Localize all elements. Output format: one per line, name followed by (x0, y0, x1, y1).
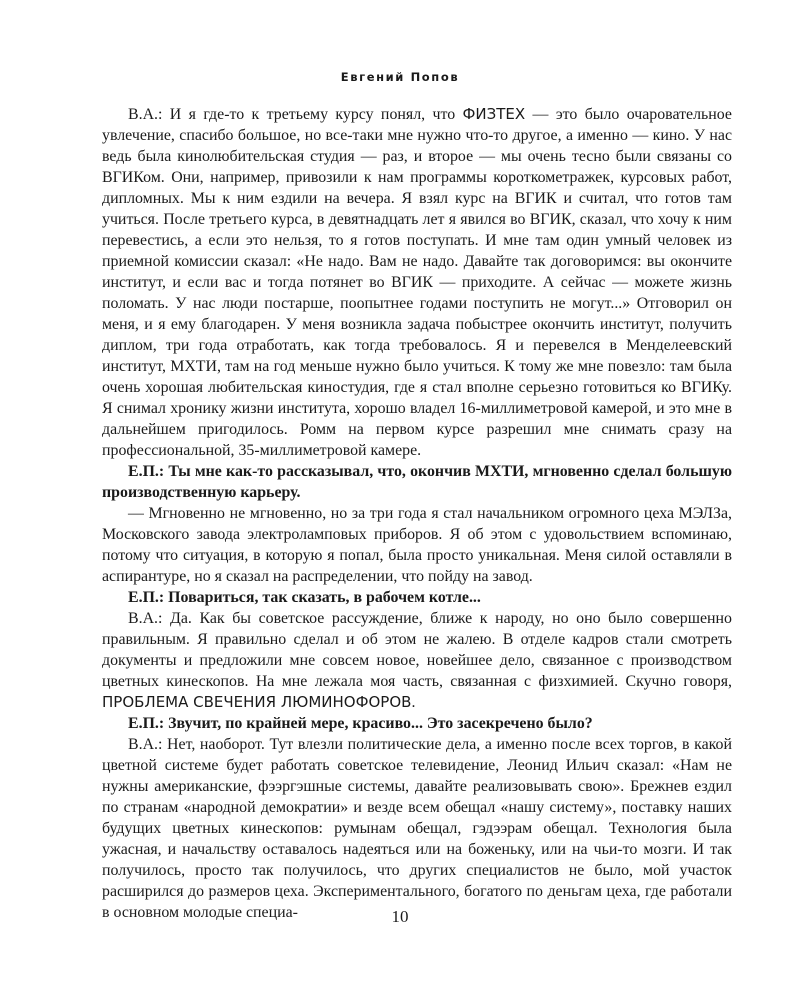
paragraph-answer (102, 104, 732, 461)
emphasized-term: ПРОБЛЕМА СВЕЧЕНИЯ ЛЮМИНОФОРОВ (102, 693, 412, 711)
paragraph-text: — это было очаровательное увлечение, спасибо большое, но все-таки мне нужно что-то другое, а именно — кино. У нас ведь была кинолюбительская студия — раз, и второе — мы очень тесно были связаны со ВГИКом. Они, например, привозили к нам программы короткометражек, курсовых работ, дипломных. Мы к ним ездили на вечера. Я взял курс на ВГИК и считал, что готов там учиться. После третьего курса, в девятнадцать лет я явился во ВГИК, сказал, что хочу к ним перевестись, а если это нельзя, то я готов поступать. И мне там один умный человек из приемной комиссии сказал: «Не надо. Вам не надо. Давайте так договоримся: вы окончите институт, и если вас и тогда потянет во ВГИК — приходите. А сейчас — можете жизнь поломать. У нас люди постарше, поопытнее годами поступить не могут...» Отговорил он меня, и я ему благодарен. У меня возникла задача побыстрее окончить институт, получить диплом, три года отработать, как тогда требовалось. Я и перевелся в Менделеевский институт, МХТИ, там на год меньше нужно было учиться. К тому же мне повезло: там была очень хорошая любительская киностудия, где я стал вполне серьезно готовиться ко ВГИКу. Я снимал хронику жизни института, хорошо владел 16-миллиметровой камерой, и это мне в дальнейшем пригодилось. Ромм на первом курсе разрешил мне снимать сразу на профессиональной, 35-миллиметровой камере. (102, 106, 732, 459)
paragraph-question: Е.П.: Ты мне как-то рассказывал, что, окончив МХТИ, мгновенно сделал большую производственную карьеру. (102, 463, 732, 501)
paragraph-text: . (411, 694, 416, 711)
paragraph-answer (102, 608, 732, 713)
page-number: 10 (391, 907, 409, 926)
page-body (102, 104, 732, 923)
running-head-author: Евгений Попов (340, 70, 460, 84)
paragraph-text: В.А.: И я где-то к третьему курсу понял, что (128, 106, 463, 123)
paragraph-question: Е.П.: Повариться, так сказать, в рабочем котле... (128, 589, 481, 606)
paragraph-question: Е.П.: Звучит, по крайней мере, красиво... Это засекречено было? (128, 715, 593, 732)
paragraph-answer: — Мгновенно не мгновенно, но за три года я стал начальником огромного цеха МЭЛЗа, Московского завода электроламповых приборов. Я об этом с удовольствием вспоминаю, потому что ситуация, в которую я попал, была просто уникальная. Меня силой оставляли в аспирантуре, но я сказал на распределении, что пойду на завод. (102, 505, 732, 585)
emphasized-term: ФИЗТЕХ (462, 105, 526, 123)
paragraph-text: В.А.: Да. Как бы советское рассуждение, ближе к народу, но оно было совершенно правильным. Я правильно сделал и об этом не жалею. В отделе кадров стали смотреть документы и предложили мне совсем новое, новейшее дело, связанное с производством цветных кинескопов. На мне лежала моя часть, связанная с физхимией. Скучно говоря, (102, 610, 732, 690)
paragraph-answer: В.А.: Нет, наоборот. Тут влезли политические дела, а именно после всех торгов, в какой цветной системе будет работать советское телевидение, Леонид Ильич сказал: «Нам не нужны американские, фээргэшные системы, давайте реализовывать свою». Брежнев ездил по странам «народной демократии» и везде всем обещал «нашу систему», поставку наших будущих цветных кинескопов: румынам обещал, гэдээрам обещал. Технология была ужасная, и начальству оставалось надеяться или на боженьку, или на чьи-то мозги. И так получилось, просто так получилось, что других специалистов не было, мой участок расширился до размеров цеха. Экспериментального, богатого по деньгам цеха, где работали в основном молодые специа- (102, 736, 732, 921)
